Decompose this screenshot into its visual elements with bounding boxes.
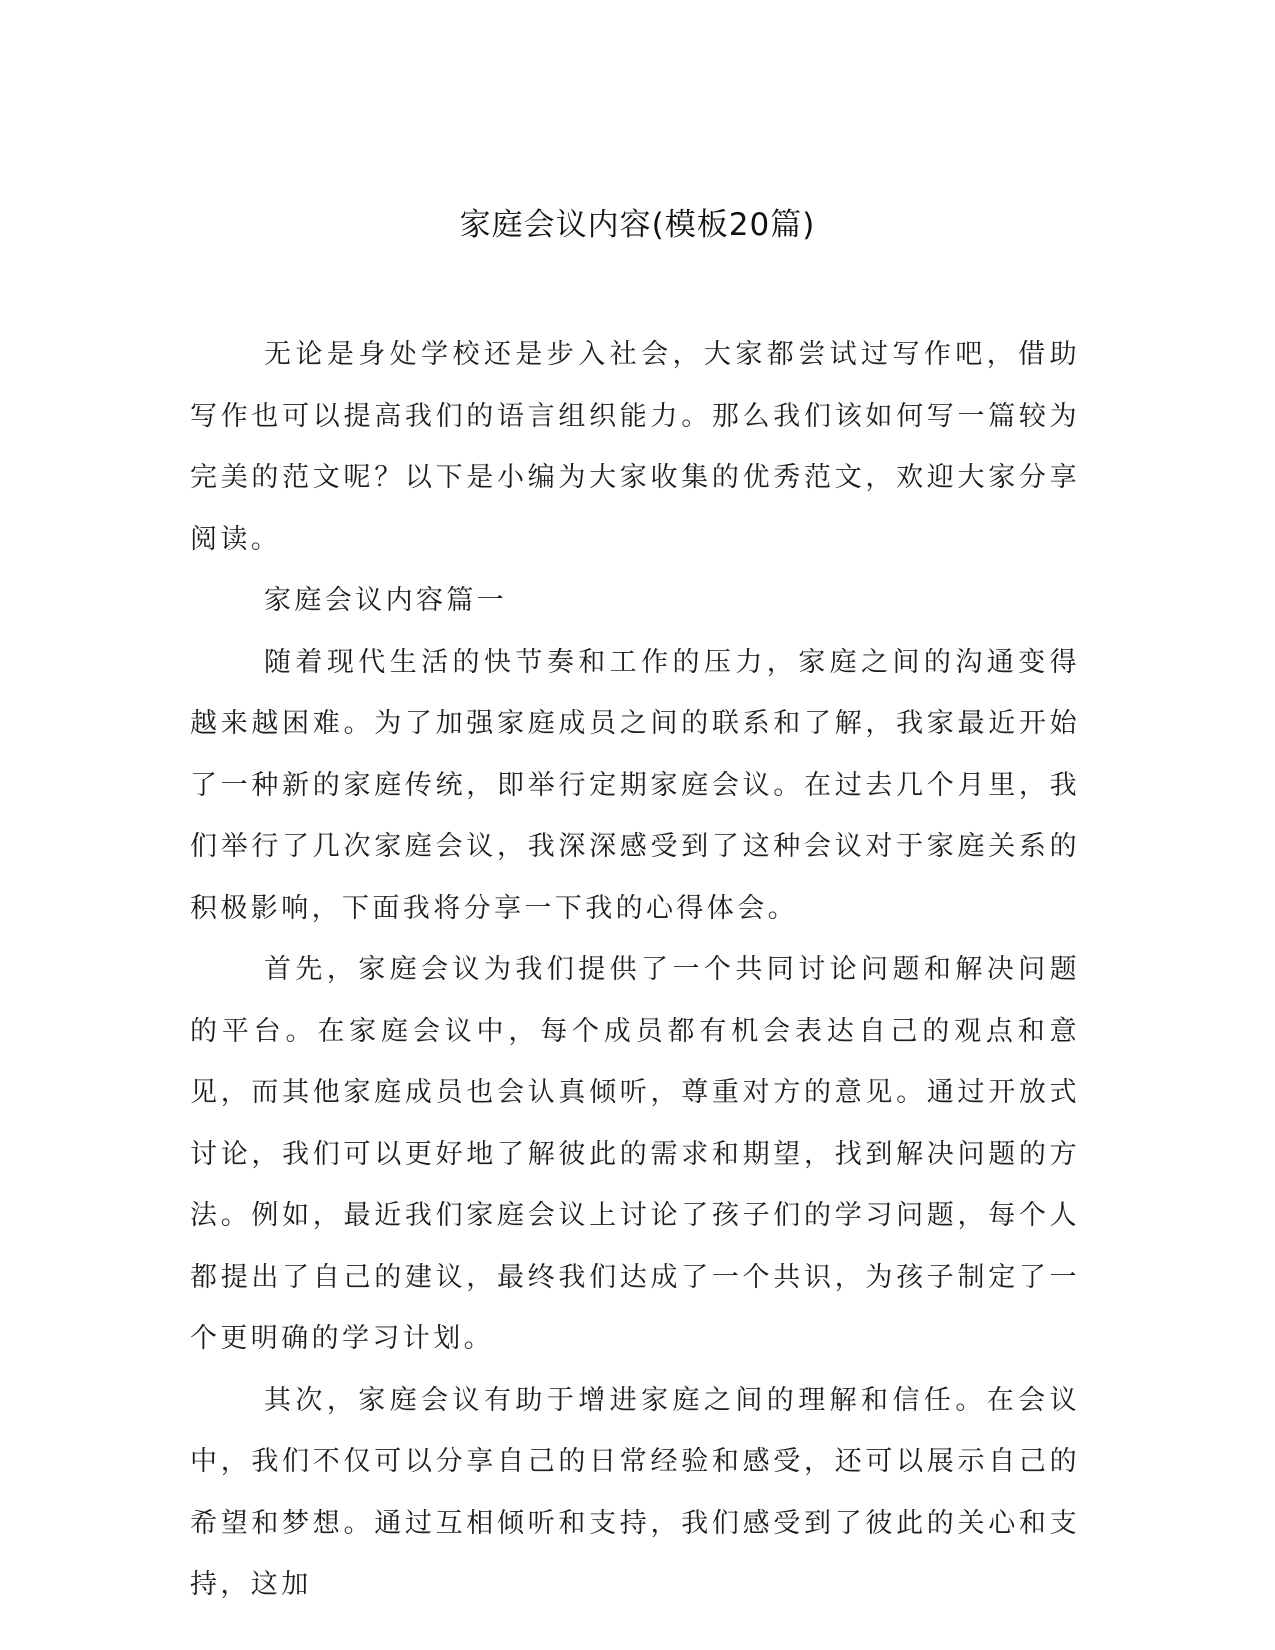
document-title: 家庭会议内容(模板20篇) xyxy=(459,207,816,243)
section-heading: 家庭会议内容篇一 xyxy=(264,585,508,616)
body-paragraph: 其次，家庭会议有助于增进家庭之间的理解和信任。在会议中，我们不仅可以分享自己的日常经验和感受，还可以展示自己的希望和梦想。通过互相倾听和支持，我们感受到了彼此的关心和支持，这加 xyxy=(190,1384,1080,1600)
intro-paragraph: 无论是身处学校还是步入社会，大家都尝试过写作吧，借助写作也可以提高我们的语言组织能力。那么我们该如何写一篇较为完美的范文呢？以下是小编为大家收集的优秀范文，欢迎大家分享阅读。 xyxy=(190,339,1080,555)
body-paragraph: 首先，家庭会议为我们提供了一个共同讨论问题和解决问题的平台。在家庭会议中，每个成员都有机会表达自己的观点和意见，而其他家庭成员也会认真倾听，尊重对方的意见。通过开放式讨论，我们可以更好地了解彼此的需求和期望，找到解决问题的方法。例如，最近我们家庭会议上讨论了孩子们的学习问题，每个人都提出了自己的建议，最终我们达成了一个共识，为孩子制定了一个更明确的学习计划。 xyxy=(190,954,1080,1354)
body-paragraph: 随着现代生活的快节奏和工作的压力，家庭之间的沟通变得越来越困难。为了加强家庭成员之间的联系和了解，我家最近开始了一种新的家庭传统，即举行定期家庭会议。在过去几个月里，我们举行了几次家庭会议，我深深感受到了这种会议对于家庭关系的积极影响，下面我将分享一下我的心得体会。 xyxy=(190,646,1080,924)
document-body xyxy=(190,324,1080,1616)
